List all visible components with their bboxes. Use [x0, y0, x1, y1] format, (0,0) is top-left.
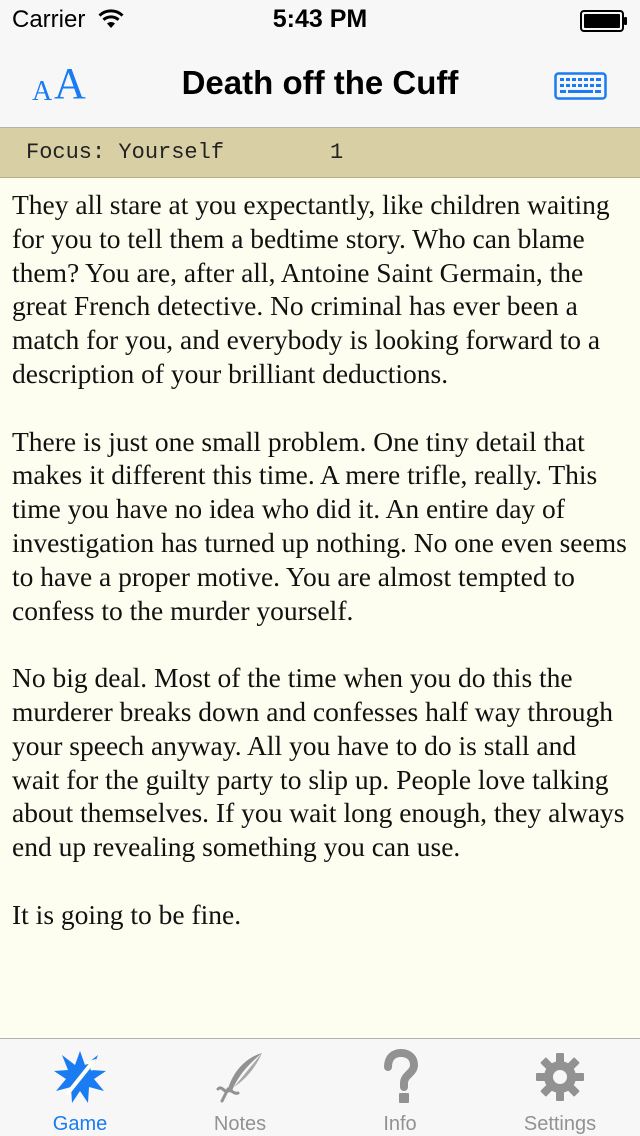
- focus-label: Focus: Yourself: [26, 140, 225, 165]
- keyboard-icon[interactable]: [554, 72, 607, 100]
- status-time: 5:43 PM: [272, 5, 368, 33]
- tab-notes-label: Notes: [213, 1113, 267, 1135]
- battery-icon: [580, 10, 628, 32]
- story-paragraph: It is going to be fine.: [12, 898, 242, 930]
- focus-bar: [0, 128, 640, 178]
- story-paragraph: No big deal. Most of the time when you do this the murderer breaks down and confesses half way through your speech anyway. All you have to do is stall and wait for the guilty party to slip up. People love talking about themselves. If you wait long enough, they always end up revealing something you can use.: [12, 662, 625, 863]
- tab-game[interactable]: [0, 1039, 160, 1136]
- tab-game-label: Game: [52, 1113, 108, 1135]
- story-paragraph: There is just one small problem. One tiny detail that makes it different this time. A mere trifle, really. This time you have no idea who did it. An entire day of investigation has turned up nothing. No one even seems to have a proper motive. You are almost tempted to confess to the murder yourself.: [12, 425, 627, 626]
- gear-icon: [532, 1049, 588, 1105]
- tab-bar: [0, 1038, 640, 1136]
- tab-settings[interactable]: [480, 1039, 640, 1136]
- focus-count: 1: [330, 140, 344, 165]
- tab-settings-label: Settings: [523, 1113, 597, 1135]
- quill-icon: [212, 1049, 268, 1105]
- font-size-button[interactable]: [28, 54, 98, 110]
- page-title: Death off the Cuff: [181, 64, 459, 101]
- font-size-small-glyph: A: [32, 76, 53, 107]
- status-bar: [0, 0, 640, 40]
- story-text[interactable]: [12, 188, 628, 1036]
- nav-bar: [0, 40, 640, 128]
- tab-info[interactable]: [320, 1039, 480, 1136]
- story-paragraph: They all stare at you expectantly, like children waiting for you to tell them a bedtime story. Who can blame them? You are, after all, Antoine Saint Germain, the great French detective. No criminal has ever been a match for you, and everybody is looking forward to a description of your brilliant deductions.: [12, 189, 610, 389]
- tab-info-label: Info: [383, 1113, 417, 1135]
- question-icon: [372, 1049, 428, 1105]
- carrier-label: Carrier: [12, 6, 86, 33]
- tab-notes[interactable]: [160, 1039, 320, 1136]
- game-icon: [52, 1049, 108, 1105]
- font-size-big-glyph: A: [54, 59, 86, 108]
